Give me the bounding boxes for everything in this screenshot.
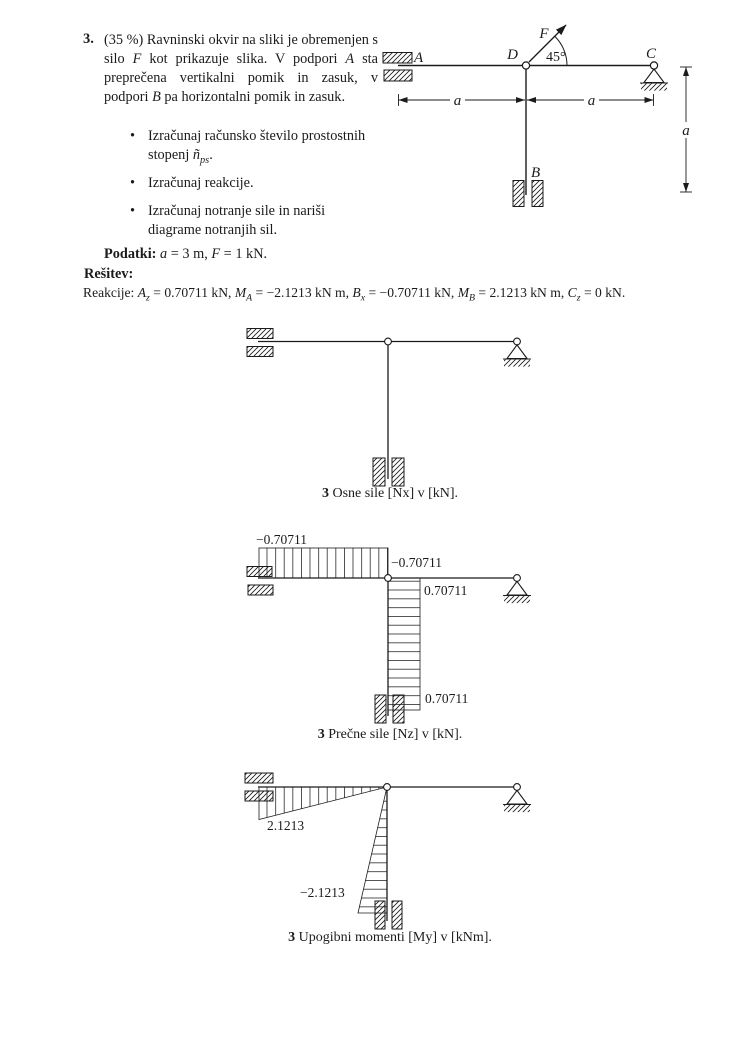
angle-label: 45° xyxy=(546,50,566,65)
force-label-f: F xyxy=(539,26,549,42)
dim-label-a: a xyxy=(587,93,596,109)
data-line xyxy=(104,246,267,263)
solution-heading: Rešitev: xyxy=(84,266,134,282)
roller-support-c xyxy=(503,345,531,367)
task-1 xyxy=(148,127,380,165)
symbol-Az: A xyxy=(137,285,147,300)
task-list xyxy=(130,127,380,249)
value-label: −0.70711 xyxy=(256,532,307,547)
symbol-F: F xyxy=(132,51,142,67)
support-b xyxy=(375,901,402,929)
pin-c xyxy=(514,575,521,582)
sub-x: x xyxy=(360,292,366,304)
hinge-d xyxy=(384,784,391,791)
value-label: 0.70711 xyxy=(424,583,468,598)
reactions-line xyxy=(83,285,626,304)
sub-z2: z xyxy=(576,292,581,304)
moment-area-column xyxy=(358,787,387,913)
node-label-b: B xyxy=(531,165,541,181)
hinge-d xyxy=(522,62,529,69)
node-label-c: C xyxy=(645,46,657,62)
symbol-n-sub: ps xyxy=(200,154,210,166)
problem-statement xyxy=(104,31,378,107)
roller-support-c xyxy=(503,790,531,812)
task-3: Izračunaj notranje sile in nariši diagrame notranjih sil. xyxy=(148,203,326,238)
reaction-value: = 2.1213 kN m, xyxy=(475,285,568,300)
dimension-a-left xyxy=(399,92,526,109)
reaction-value: = 0.70711 kN, xyxy=(149,285,235,300)
diagram-axial-forces xyxy=(235,320,545,500)
dim-label-a: a xyxy=(453,93,462,109)
roller-support-c xyxy=(640,69,668,91)
data-label: Podatki: xyxy=(104,246,157,262)
symbol-a: a xyxy=(160,246,168,262)
dimension-a-vertical xyxy=(679,67,693,192)
symbol-Cz: C xyxy=(567,285,577,300)
shear-area-beam xyxy=(259,548,388,578)
node-label-d: D xyxy=(507,47,518,63)
caption-nz xyxy=(240,727,540,743)
caption-nx xyxy=(240,486,540,502)
list-item xyxy=(130,127,380,165)
support-b xyxy=(513,181,543,207)
support-a xyxy=(247,329,273,357)
sub-B: B xyxy=(469,292,476,304)
task-1-period: . xyxy=(209,147,213,163)
dim-label-a: a xyxy=(682,123,690,139)
symbol-A: A xyxy=(345,51,355,67)
symbol-Bx: B xyxy=(352,285,361,300)
pin-c xyxy=(514,338,521,345)
problem-text-seg: sta preprečena vertikalni pomik in zasuk, v podpori xyxy=(104,51,378,105)
problem-text-seg: (35 %) Ravninski okvir na sliki je obremenjen s silo xyxy=(104,32,378,67)
sub-z: z xyxy=(146,292,150,304)
reaction-value: = 0 kN. xyxy=(580,285,626,300)
value-label: 2.1213 xyxy=(267,818,305,833)
dimension-a-right xyxy=(527,92,654,109)
symbol-n-tilde: ñ xyxy=(192,147,201,163)
data-value-F: = 1 kN. xyxy=(220,246,268,262)
value-label: −2.1213 xyxy=(300,885,345,900)
reactions-label: Reakcije: xyxy=(83,285,138,300)
problem-text-seg: kot prikazuje slika. V podpori xyxy=(141,51,346,67)
sub-A: A xyxy=(246,292,253,304)
caption-text: Osne sile [Nx] v [kN]. xyxy=(328,486,459,501)
value-label: −0.70711 xyxy=(391,555,442,570)
caption-number: 3 xyxy=(317,727,325,742)
value-label: 0.70711 xyxy=(425,691,469,706)
bullet-icon: • xyxy=(130,203,136,219)
reaction-value: = −2.1213 kN m, xyxy=(252,285,353,300)
problem-text-seg: pa horizontalni pomik in zasuk. xyxy=(160,89,346,105)
moment-area-beam xyxy=(259,787,387,820)
diagram-bending-moments xyxy=(235,765,545,935)
problem-number: 3. xyxy=(83,31,94,47)
symbol-F: F xyxy=(211,246,221,262)
symbol-B: B xyxy=(152,89,161,105)
hinge-d xyxy=(385,338,392,345)
node-label-a: A xyxy=(414,50,424,66)
symbol-MB: M xyxy=(457,285,470,300)
symbol-MA: M xyxy=(234,285,247,300)
roller-support-c xyxy=(503,581,531,603)
caption-text: Prečne sile [Nz] v [kN]. xyxy=(324,727,463,742)
data-value-a: = 3 m, xyxy=(167,246,212,262)
task-1-text: Izračunaj računsko število prostostnih stopenj xyxy=(148,128,366,163)
task-2: Izračunaj reakcije. xyxy=(148,175,254,191)
shear-area-column xyxy=(388,578,420,710)
pin-c xyxy=(514,784,521,791)
reaction-value: = −0.70711 kN, xyxy=(365,285,458,300)
pin-c xyxy=(650,62,657,69)
support-a xyxy=(383,53,412,82)
diagram-shear-forces xyxy=(235,530,545,725)
bullet-icon: • xyxy=(130,175,136,191)
list-item xyxy=(130,174,380,193)
hinge-d xyxy=(385,575,392,582)
frame-sketch xyxy=(370,10,700,215)
caption-number: 3 xyxy=(288,930,296,945)
bullet-icon: • xyxy=(130,128,136,144)
caption-my xyxy=(235,930,545,946)
caption-text: Upogibni momenti [My] v [kNm]. xyxy=(295,930,492,945)
list-item xyxy=(130,202,380,240)
caption-number: 3 xyxy=(321,486,329,501)
